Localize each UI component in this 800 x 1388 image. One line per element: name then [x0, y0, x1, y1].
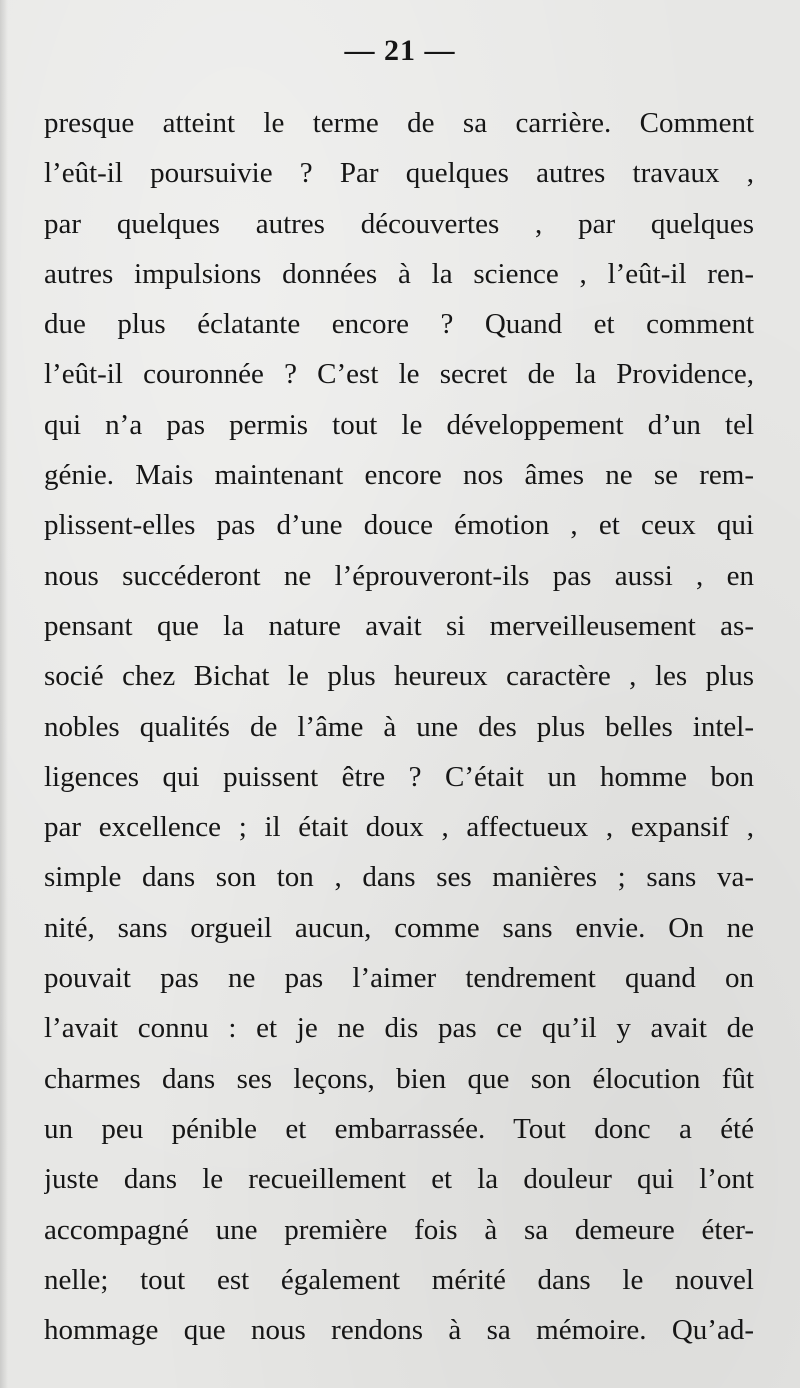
text-line: presque atteint le terme de sa carrière. Comment: [44, 107, 754, 139]
text-line: par excellence ; il était doux , affectueux , expansif ,: [44, 811, 754, 844]
text-line: nité, sans orgueil aucun, comme sans envie. On ne: [44, 911, 754, 944]
text-line: nous succéderont ne l’éprouveront-ils pas aussi , en: [44, 559, 754, 592]
text-line: par quelques autres découvertes , par quelques: [44, 207, 754, 240]
text-line: l’eût-il couronnée ? C’est le secret de la Providence,: [44, 358, 754, 391]
text-line: autres impulsions données à la science , l’eût-il ren-: [44, 257, 754, 290]
text-line: simple dans son ton , dans ses manières ; sans va-: [44, 861, 754, 894]
text-line: charmes dans ses leçons, bien que son élocution fût: [44, 1062, 754, 1095]
page-edge-shadow: [0, 0, 8, 1388]
text-line: pensant que la nature avait si merveilleusement as-: [44, 609, 754, 642]
text-line: nelle; tout est également mérité dans le nouvel: [44, 1263, 754, 1296]
text-line: pouvait pas ne pas l’aimer tendrement quand on: [44, 962, 754, 995]
text-line: plissent-elles pas d’une douce émotion , et ceux qui: [44, 509, 754, 542]
text-line: juste dans le recueillement et la douleur qui l’ont: [44, 1163, 754, 1196]
text-line: qui n’a pas permis tout le développement d’un tel: [44, 408, 754, 441]
page-number: — 21 —: [344, 34, 456, 67]
text-line: hommage que nous rendons à sa mémoire. Qu’ad-: [44, 1314, 754, 1347]
text-line: l’eût-il poursuivie ? Par quelques autres travaux ,: [44, 157, 754, 190]
text-line: socié chez Bichat le plus heureux caractère , les plus: [44, 660, 754, 693]
text-line: l’avait connu : et je ne dis pas ce qu’il y avait de: [44, 1012, 754, 1045]
text-line: génie. Mais maintenant encore nos âmes ne se rem-: [44, 459, 754, 492]
text-line: ligences qui puissent être ? C’était un homme bon: [44, 760, 754, 793]
text-line: nobles qualités de l’âme à une des plus belles intel-: [44, 710, 754, 743]
body-text: [44, 98, 754, 1355]
text-line: un peu pénible et embarrassée. Tout donc a été: [44, 1112, 754, 1145]
text-line: due plus éclatante encore ? Quand et comment: [44, 308, 754, 341]
text-line: accompagné une première fois à sa demeure éter-: [44, 1213, 754, 1246]
